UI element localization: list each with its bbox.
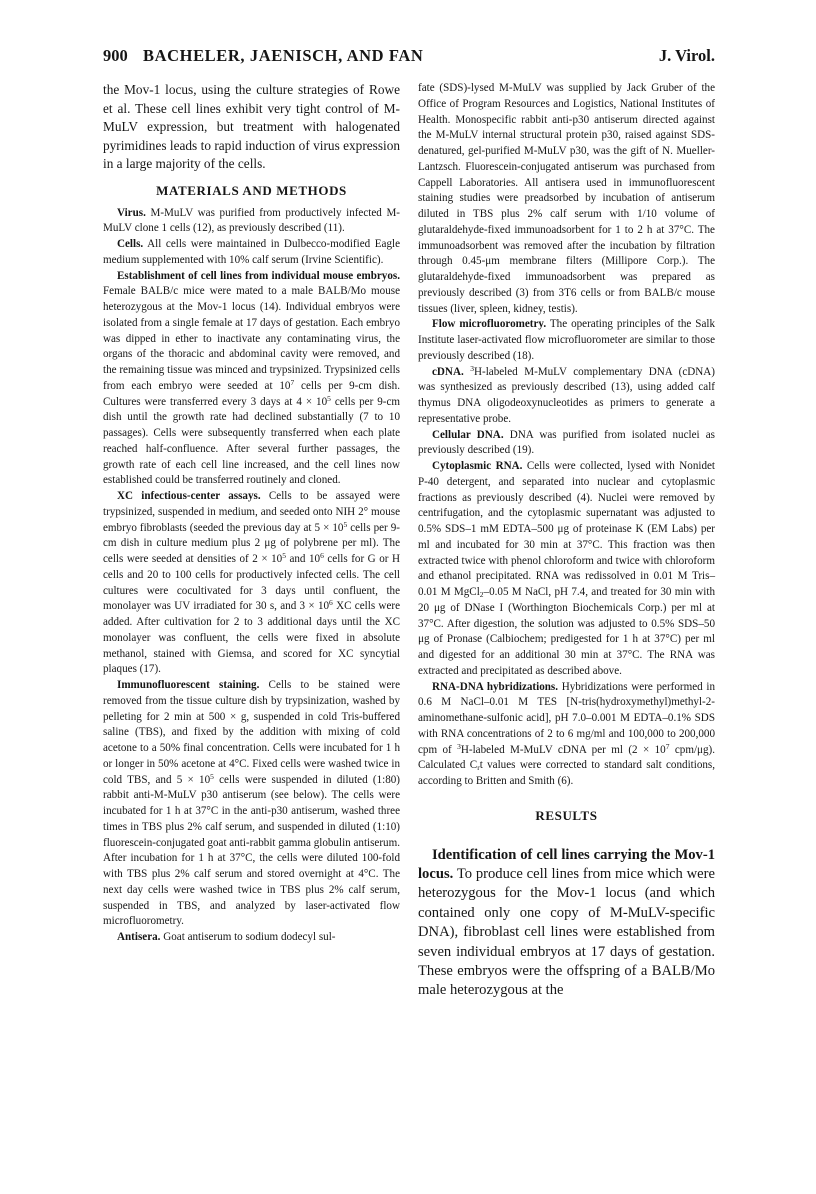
cells-paragraph [103,237,400,269]
paragraph-text: H-labeled M-MuLV complementary DNA (cDNA) was synthesized as previously described (13), using added calf thymus DNA oligodeoxynucleotides as primers to generate a representative probe. [418,365,715,425]
flow-paragraph [418,317,715,364]
paragraph-text: Cells were collected, lysed with Nonidet P-40 detergent, and separated into nuclear and cytoplasmic fractions as previously described (4). Nuclei were removed by centrifugation, and the cytoplasmic supernatant was adjusted to 0.5% SDS–1 mM EDTA–500 μg of proteinase K (EM Labs) per ml and incubated for 30 min at 37°C. This fraction was then extracted twice with phenol chloroform and twice with chloroform and ethanol precipitated. RNA was redissolved in 0.01 M Tris–0.01 M MgCl [418,460,716,598]
running-header [103,44,715,70]
page-number: 900 [103,46,128,65]
methods-heading: MATERIALS AND METHODS [156,182,347,198]
results-heading: RESULTS [535,807,598,823]
paragraph-text: H-labeled M-MuLV cDNA per ml (2 × 10 [460,743,666,756]
running-authors: BACHELER, JAENISCH, AND FAN [143,46,424,65]
subscript: 2 [479,590,484,599]
superscript: 3 [457,741,461,751]
run-in-title: XC infectious-center assays. [117,490,261,503]
journal-abbrev: J. Virol. [658,46,715,65]
cellular-dna-paragraph [418,428,715,460]
paragraph-text: XC cells were added. After cultivation for 2 to 3 additional days until the XC monolayer was confluent, the cells were fixed in absolute methanol, stained with Giemsa, and scored for XC syncytial plaques (17). [103,600,400,676]
superscript: 3 [470,363,474,373]
run-in-title: Immunofluorescent staining. [117,679,260,692]
superscript: 5 [210,771,214,781]
run-in-title: Cells. [117,238,144,251]
xc-assay-paragraph [103,489,400,678]
virus-paragraph [103,206,400,238]
paragraph-text: Female BALB/c mice were mated to a male BALB/Mo mouse heterozygous at the Mov-1 locus (14). Individual embryos were isolated from a single female at 17 days of gestation. Each embryo was dipped in ether to inactivate any contaminating virus, the organs of the thoracic and abdominal cavity were removed, and the remaining tissue was minced and trypsinized. Trypsinized cells from each embryo were seeded at 10 [103,285,400,392]
paragraph-text: Cells to be stained were removed from the tissue culture dish by trypsinization, washed by pelleting for 2 min at 500 × g, suspended in cold Tris-buffered saline (TBS), and fixed by the addition with mixing of cold acetone to a 50% final concentration. Cells were incubated for 1 h or longer in 50% acetone at 4°C. Fixed cells were washed twice in cold TBS, and 5 × 10 [103,679,401,786]
paragraph-text: Cells to be assayed were trypsinized, suspended in medium, and seeded onto NIH 2° mouse embryo fibroblasts (seeded the previous day at 5 × 10 [103,490,400,534]
run-in-title: RNA-DNA hybridizations. [432,680,559,693]
superscript: 5 [343,519,348,529]
superscript: 6 [329,598,333,608]
paragraph-text: cells per 9-cm dish in culture medium plus 2 μg of polybrene per ml). The cells were seeded at densities of 2 × 10 [103,521,400,566]
paragraph-text: –0.05 M NaCl, pH 7.4, and treated for 30 min with 20 μg of DNase I (Worthington Biochemicals Corp.) per ml at 37°C. After digestion, the solution was adjusted to 0.5% SDS–50 μg of Pronase (Calbiochem; predigested for 1 h at 37°C) per ml and digested for an additional 30 min at 37°C. The RNA was extracted and precipitated as described above. [418,586,715,677]
right-column [418,81,715,1001]
run-in-title: Identification of cell lines carrying the Mov-1 locus. [418,846,715,882]
cytoplasmic-rna-paragraph [418,459,715,680]
run-in-title: Cellular DNA. [432,428,504,441]
paragraph-text: cpm/μg). Calculated C [418,743,715,772]
paragraph-text: Goat antiserum to sodium dodecyl sul- [163,931,336,944]
run-in-title: Establishment of cell lines from individual mouse embryos. [117,269,400,282]
paragraph-text: cells were suspended in diluted (1:80) rabbit anti-M-MuLV p30 antiserum (see below). The cells were incubated for 1 h at 37°C in the anti-p30 antiserum, washed three times in TBS plus 2% calf serum, and suspended in diluted (1:10) fluorescein-conjugated goat anti-rabbit gamma globulin antiserum. After incubation for 1 h at 37°C, the cells were diluted 100-fold with TBS plus 2% calf serum and stored overnight at 4°C. The next day cells were washed twice in TBS plus 2% calf serum, suspended in TBS, and analyzed by laser-activated flow microfluorometry. [103,773,400,928]
antisera-paragraph [103,930,400,946]
subscript: r [477,763,480,773]
immunofluorescent-paragraph [103,678,400,930]
antisera-continued-paragraph: fate (SDS)-lysed M-MuLV was supplied by Jack Gruber of the Office of Program Resources and Logistics, National Institutes of Health. Monospecific rabbit anti-p30 antiserum directed against the M-MuLV internal structural protein p30, raised against SDS-denatured, gel-purified M-MuLV p30, was the gift of N. Mueller-Lantzsch. Fluorescein-conjugated antiserum was purchased from Cappell Laboratories. All antisera used in immunofluorescent staining studies were preadsorbed by incubation of antiserum diluted in TBS plus 2% calf serum with 1/10 volume of glutaraldehyde-fixed immunoadsorbent for 1 to 2 h at 37°C. The immunoadsorbent was removed after the incubation by filtration through 0.45-μm membrane filters (Millipore Corp.). The glutaraldehyde-fixed immunoadsorbent was prepared as previously described (3) from 3T6 cells or from BALB/c mouse tissues (liver, spleen, kidney, testis). [418,82,715,315]
paragraph-text: t values were corrected to standard salt conditions, according to Britten and Smith (6). [418,759,715,787]
superscript: 5 [282,551,286,561]
paragraph-text: All cells were maintained in Dulbecco-modified Eagle medium supplemented with 10% calf serum (Irvine Scientific). [103,238,400,266]
superscript: 6 [320,551,324,561]
cdna-paragraph [418,365,715,428]
identification-paragraph [418,846,715,1001]
paragraph-text: M-MuLV was purified from productively infected M-MuLV clone 1 cells (12), as previously described (11). [103,206,401,235]
establishment-paragraph [103,269,400,490]
paragraph-text: To produce cell lines from mice which were heterozygous for the Mov-1 locus (and which contained only one copy of M-MuLV-specific DNA), fibroblast cell lines were established from seven individual embryos at 17 days of gestation. These embryos were the offspring of a BALB/Mo male heterozygous at the [418,865,716,999]
run-in-title: cDNA. [432,365,464,378]
results-body [418,846,715,1001]
run-in-title: Cytoplasmic RNA. [432,460,523,472]
paragraph-text: cells per 9-cm dish. Cultures were transferred every 3 days at 4 × 10 [103,379,401,408]
left-column [103,81,400,946]
paragraph-text: The operating principles of the Salk Institute laser-activated flow microfluorometer are similar to those previously described (18). [418,318,715,362]
run-in-title: Flow microfluorometry. [432,318,547,331]
paragraph-text: DNA was purified from isolated nuclei as previously described (19). [418,428,715,457]
results-section [418,808,715,1001]
run-in-title: Antisera. [117,931,161,944]
superscript: 7 [665,741,670,751]
paragraph-text: cells for G or H cells and 20 to 100 cells for productively infected cells. The cell cultures were cocultivated for 3 days until confluent, the monolayer was UV irradiated for 30 s, and 3 × 10 [103,553,400,613]
superscript: 7 [290,377,295,387]
paragraph-text: and 10 [285,553,321,566]
intro-paragraph: the Mov-1 locus, using the culture strategies of Rowe et al. These cell lines exhibit very tight control of M-MuLV expression, but treatment with halogenated pyrimidines leads to rapid induction of virus expression in a large majority of the cells. [103,82,400,172]
paragraph-text: cells per 9-cm dish until the growth rate had declined substantially (7 to 10 passages). Cells were subsequently transferred when each plate reached half-confluence. After several further passages, the growth rate of each cell line increased, and the cell lines now established could be transferred routinely and cloned. [103,395,400,487]
superscript: 5 [327,393,331,403]
hybridization-paragraph [418,680,715,790]
paragraph-text: Hybridizations were performed in 0.6 M NaCl–0.01 M TES [N-tris(hydroxymethyl)methyl-2-aminomethane-sulfonic acid], pH 7.0–0.001 M EDTA–0.1% SDS with RNA concentrations of 2 to 6 mg/ml and 100,000 to 200,000 cpm of [418,680,715,756]
run-in-title: Virus. [117,206,146,219]
